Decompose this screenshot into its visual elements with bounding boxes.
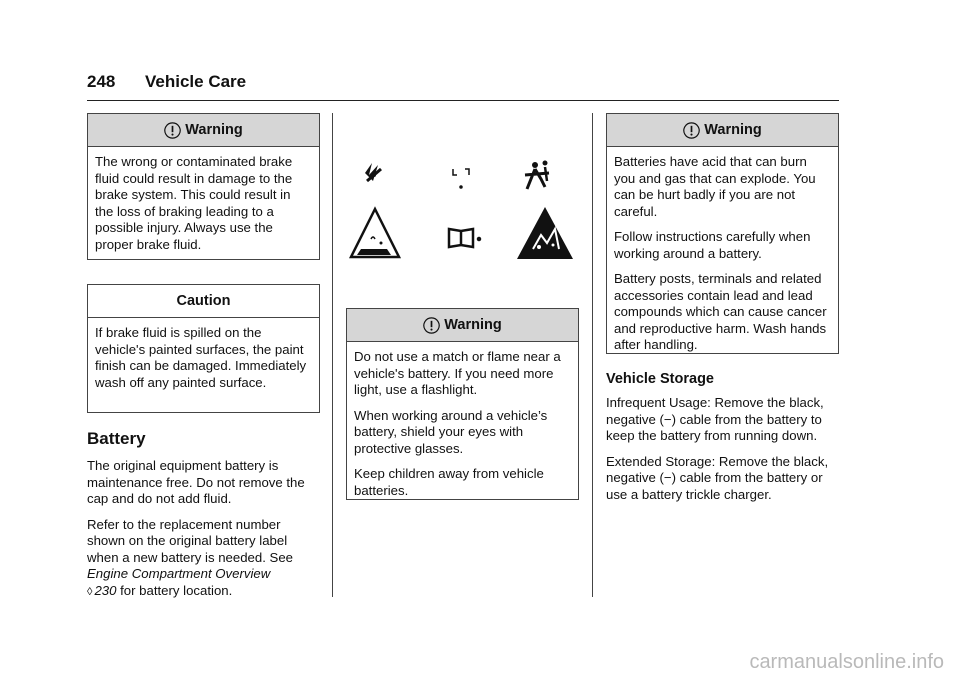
- caution-header: [88, 285, 319, 318]
- warning-paragraph-3: Keep children away from vehicle batteries.: [354, 466, 544, 498]
- battery-paragraph-2-tail: for battery location.: [120, 582, 233, 598]
- warning-title: Warning: [185, 122, 243, 138]
- warning-box-battery-flame: [346, 308, 579, 500]
- battery-paragraph-2: [87, 517, 319, 601]
- column-divider-2: [592, 113, 593, 597]
- warning-box-battery-acid: [606, 113, 839, 354]
- warning-icon: [164, 122, 181, 139]
- warning-title: Warning: [704, 122, 762, 138]
- warning-header: [88, 114, 319, 147]
- warning-paragraph-3: Battery posts, terminals and related accessories contain lead and lead compounds which can cause cancer and reproductive harm. Wash hands after handling.: [614, 271, 827, 352]
- storage-paragraph-2: Extended Storage: Remove the black, negative (−) cable from the battery or use a battery trickle charger.: [606, 453, 829, 502]
- page-number: 248: [87, 72, 116, 91]
- column-divider-1: [332, 113, 333, 597]
- warning-paragraph-2: When working around a vehicle’s battery, shield your eyes with protective glasses.: [354, 407, 548, 456]
- storage-paragraph-1: Infrequent Usage: Remove the black, negative (−) cable from the battery to keep the battery from running down.: [606, 395, 824, 443]
- read-manual-icon: [449, 229, 480, 247]
- acid-hazard-icon: [351, 209, 399, 257]
- battery-heading: Battery: [87, 429, 146, 448]
- vehicle-storage-heading: Vehicle Storage: [606, 371, 714, 387]
- eye-protection-icon: [453, 169, 469, 188]
- explosive-gas-icon: [517, 207, 573, 259]
- section-title: Vehicle Care: [145, 72, 247, 91]
- keep-children-away-icon: [525, 161, 549, 190]
- page-reference-icon: ◊: [87, 585, 93, 598]
- battery-paragraph-2-text: Refer to the replacement number shown on the original battery label when a new battery is needed. See: [87, 516, 294, 565]
- warning-paragraph-1: Do not use a match or flame near a vehicle's battery. If you need more light, use a flashlight.: [354, 349, 561, 397]
- warning-paragraph-1: Batteries have acid that can burn you and gas that can explode. You can be hurt badly if you are not careful.: [614, 154, 816, 219]
- warning-paragraph-2: Follow instructions carefully when working around a battery.: [614, 229, 811, 261]
- warning-box-brake-fluid: [87, 113, 320, 260]
- warning-header: [607, 114, 838, 147]
- battery-paragraph-1: The original equipment battery is maintenance free. Do not remove the cap and do not add fluid.: [87, 458, 305, 506]
- battery-text: [87, 458, 319, 609]
- vehicle-storage-text: [606, 395, 838, 512]
- no-flame-icon: [365, 163, 381, 181]
- page-header: [87, 72, 839, 101]
- warning-icon: [683, 122, 700, 139]
- caution-box-brake-fluid: [87, 284, 320, 413]
- warning-header: [347, 309, 578, 342]
- caution-title: Caution: [176, 293, 231, 309]
- cross-reference-link[interactable]: Engine Compartment Overview: [87, 566, 271, 581]
- warning-icon: [423, 317, 440, 334]
- battery-warning-symbols-icon: [345, 145, 580, 265]
- warning-text: The wrong or contaminated brake fluid could result in damage to the brake system. This could result in the loss of braking leading to a possible injury. Always use the proper brake fluid.: [95, 154, 293, 252]
- warning-title: Warning: [444, 317, 502, 333]
- caution-text: If brake fluid is spilled on the vehicle's painted surfaces, the paint finish can be damaged. Immediately wash off any painted surface.: [95, 325, 307, 390]
- watermark: carmanualsonline.info: [749, 651, 944, 673]
- cross-reference-page[interactable]: 230: [94, 582, 117, 598]
